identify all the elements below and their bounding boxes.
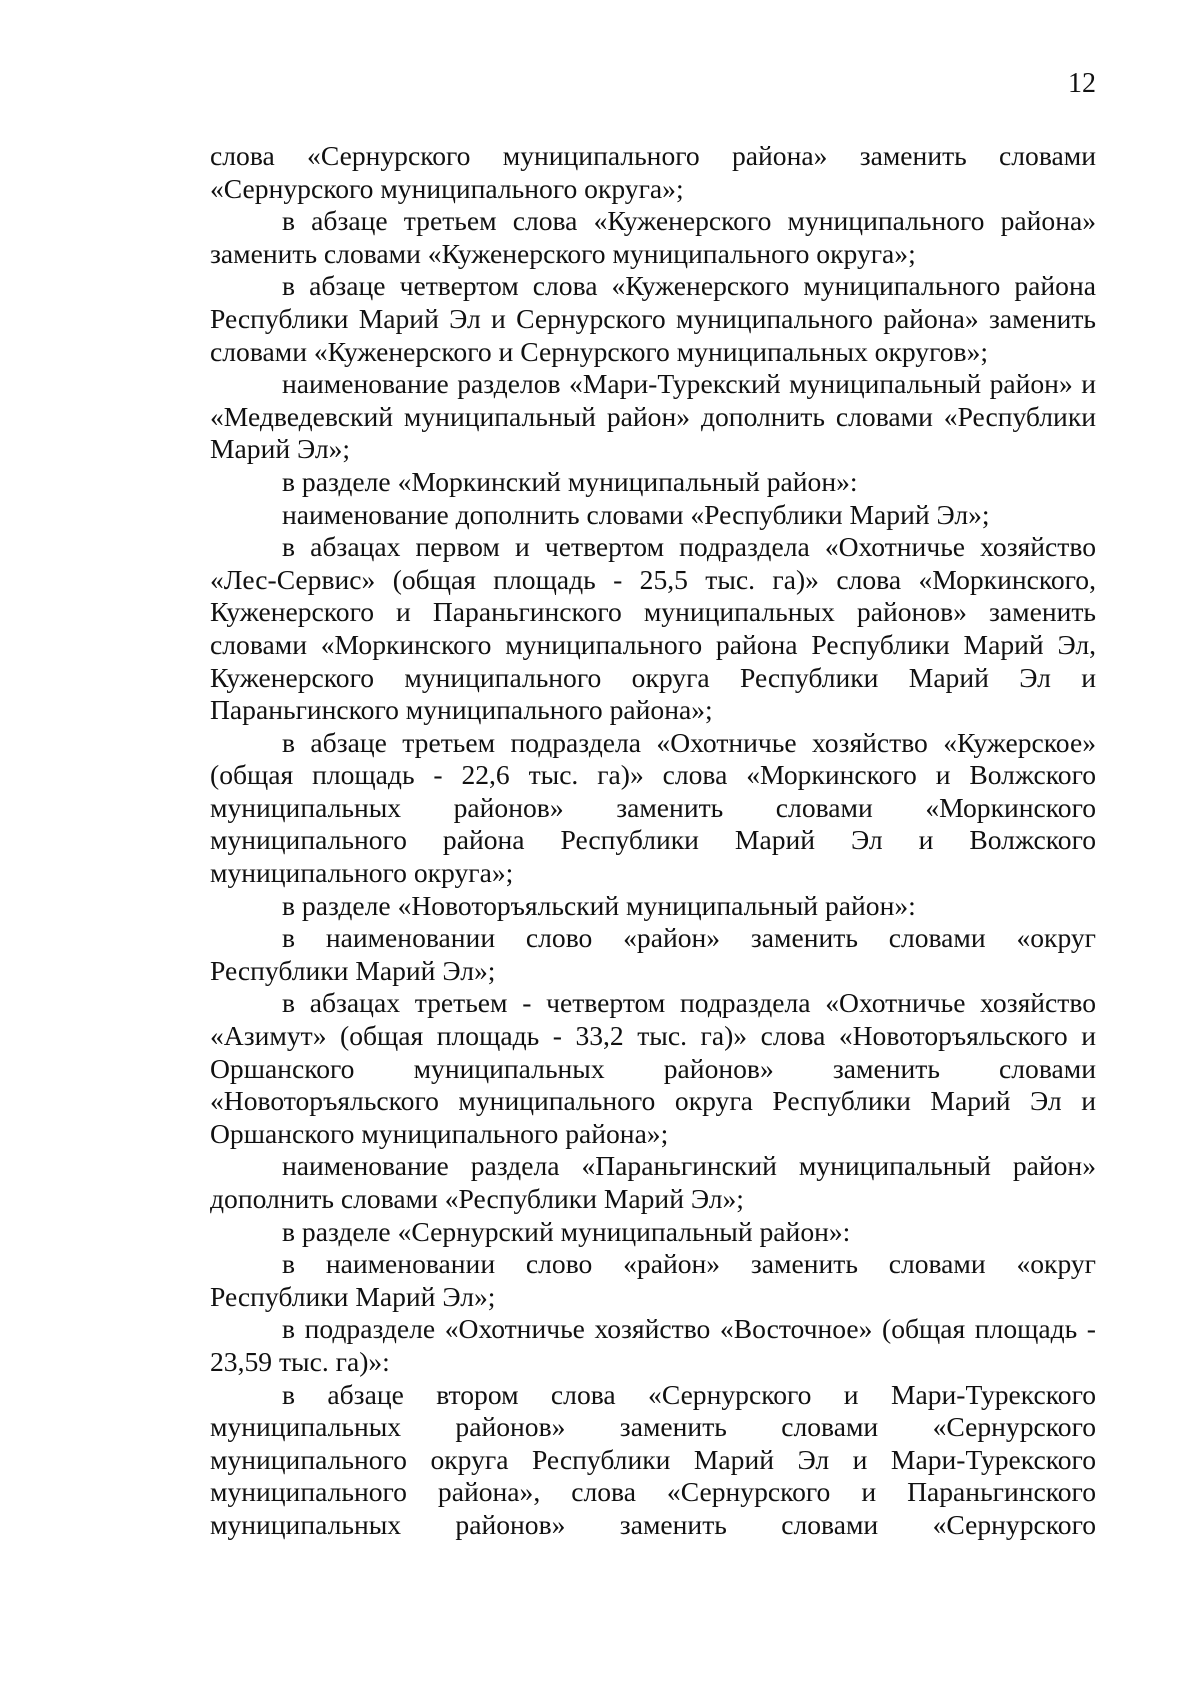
- paragraph: в разделе «Моркинский муниципальный район»:: [282, 465, 858, 497]
- paragraph: наименование дополнить словами «Республики Марий Эл»;: [282, 498, 990, 530]
- paragraph: в абзацах третьем - четвертом подраздела «Охотничье хозяйство «Азимут» (общая площадь - 33,2 тыс. га)» слова «Новоторъяльского и Оршанского муниципальных районов» заменить словами «Новоторъяльского муниципального округа Республики Марий Эл и Оршанского муниципального района»;: [210, 987, 1096, 1149]
- paragraph: в разделе «Сернурский муниципальный район»:: [282, 1215, 851, 1247]
- paragraph: в абзаце втором слова «Сернурского и Мари-Турекского муниципальных районов» заменить словами «Сернурского муниципального округа Республики Марий Эл и Мари-Турекского муниципального района», слова «Сернурского и Параньгинского муниципальных районов» заменить словами «Сернурского: [210, 1378, 1096, 1540]
- paragraph: слова «Сернурского муниципального района» заменить словами «Сернурского муниципального округа»;: [210, 140, 1096, 204]
- paragraph: в подразделе «Охотничье хозяйство «Восточное» (общая площадь - 23,59 тыс. га)»:: [210, 1313, 1096, 1377]
- paragraph: в абзаце четвертом слова «Куженерского муниципального района Республики Марий Эл и Сернурского муниципального района» заменить словами «Куженерского и Сернурского муниципальных округов»;: [210, 270, 1096, 367]
- paragraph: наименование разделов «Мари-Турекский муниципальный район» и «Медведевский муниципальный район» дополнить словами «Республики Марий Эл»;: [210, 368, 1096, 465]
- page-number: 12: [1068, 68, 1096, 99]
- paragraph: в разделе «Новоторъяльский муниципальный район»:: [282, 889, 916, 921]
- paragraph: в наименовании слово «район» заменить словами «округ Республики Марий Эл»;: [210, 922, 1096, 986]
- paragraph: в абзаце третьем подраздела «Охотничье хозяйство «Кужерское» (общая площадь - 22,6 тыс. га)» слова «Моркинского и Волжского муниципальных районов» заменить словами «Моркинского муниципального района Республики Марий Эл и Волжского муниципального округа»;: [210, 726, 1096, 889]
- paragraph: в наименовании слово «район» заменить словами «округ Республики Марий Эл»;: [210, 1248, 1096, 1312]
- document-body: [210, 140, 1096, 1542]
- paragraph: в абзацах первом и четвертом подраздела «Охотничье хозяйство «Лес-Сервис» (общая площадь - 25,5 тыс. га)» слова «Моркинского, Куженерского и Параньгинского муниципальных районов» заменить словами «Моркинского муниципального района Республики Марий Эл, Куженерского муниципального округа Республики Марий Эл и Параньгинского муниципального района»;: [210, 531, 1096, 726]
- paragraph: в абзаце третьем слова «Куженерского муниципального района» заменить словами «Куженерского муниципального округа»;: [210, 205, 1096, 269]
- paragraph: наименование раздела «Параньгинский муниципальный район» дополнить словами «Республики Марий Эл»;: [210, 1150, 1096, 1214]
